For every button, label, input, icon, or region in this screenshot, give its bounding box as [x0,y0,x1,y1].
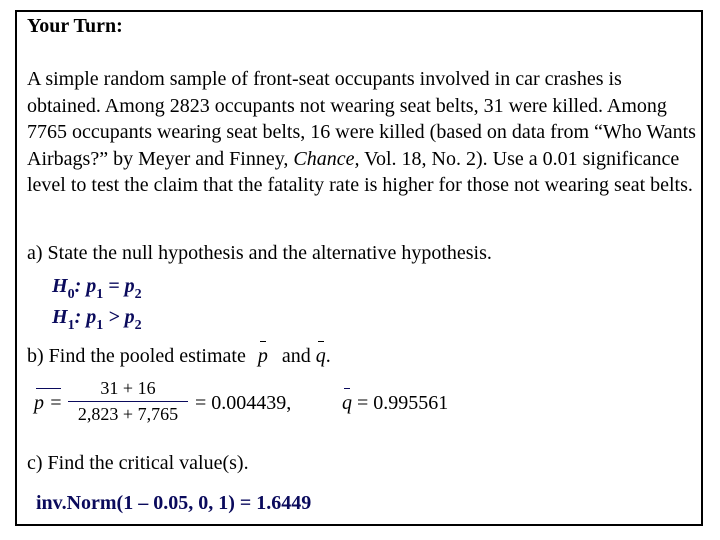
alternative-hypothesis: $H_1$: $p_1 > p_2$ [52,306,142,333]
p-bar-symbol: p [257,345,268,367]
fraction-denominator: 2,823 + 7,765 [77,404,179,424]
journal-name: Chance, [293,147,360,170]
problem-text-after: Vol. 18, No. 2). Use a 0.01 significance level to test the claim that the fatality rate is higher for those not wearing seat belts. [27,147,693,196]
problem-text-before: A simple random sample of front-seat occupants involved in car crashes is obtained. Among 2823 occupants not wearing seat belts, 31 were killed. Among 7765 occupants wearing seat belts, 16 were killed (based on data from “Who Wants Airbags?” by Meyer and Finney, [27,68,696,170]
problem-statement [27,66,697,199]
part-c-question: c) Find the critical value(s). [27,452,249,474]
q-bar-symbol: q [315,345,326,367]
part-b-question: b) Find the pooled estimate p and q. [27,345,331,367]
critical-value-answer: inv.Norm(1 – 0.05, 0, 1) = 1.6449 [36,492,312,514]
null-hypothesis: $H_0$: $p_1 = p_2$ [52,275,142,302]
fraction-numerator: 31 + 16 [100,378,156,398]
p-bar-equation-lhs: p = [34,392,63,414]
slide-title: Your Turn: [27,15,123,37]
q-bar-equation: q = 0.995561 [342,392,449,414]
p-bar-result: = 0.004439, [195,392,292,414]
fraction-bar [68,401,188,402]
part-a-question: a) State the null hypothesis and the alternative hypothesis. [27,242,492,264]
pooled-fraction [68,378,188,425]
